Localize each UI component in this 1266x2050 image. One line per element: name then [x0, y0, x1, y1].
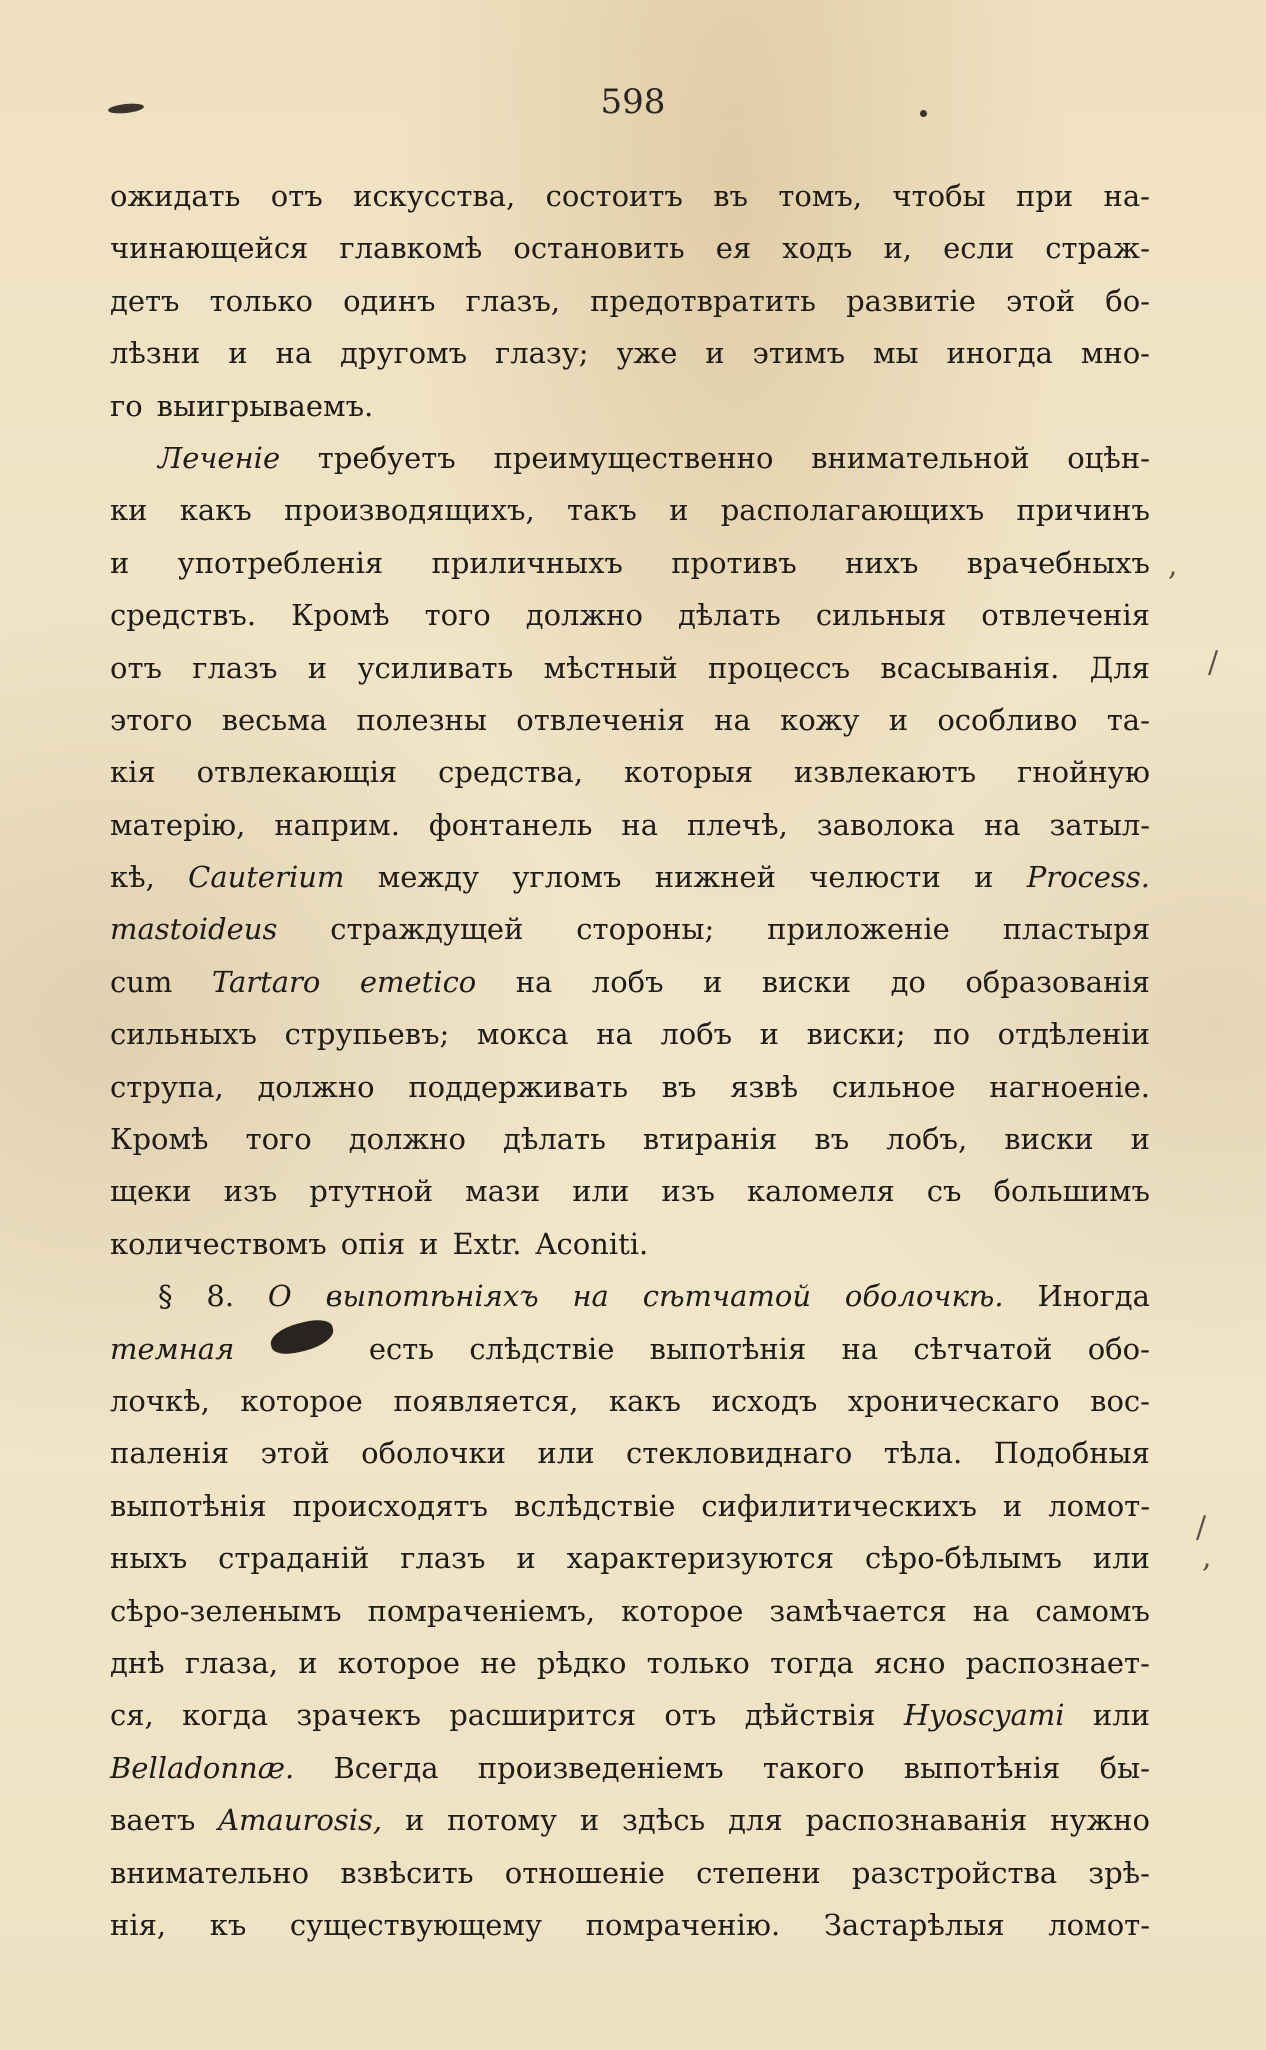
word: между	[377, 860, 480, 895]
word: Extr.	[452, 1226, 522, 1261]
word: отъ	[664, 1698, 717, 1733]
word: приложеніе	[767, 912, 950, 947]
word: кѣ,	[110, 860, 155, 895]
word: рѣдко	[536, 1645, 627, 1680]
word: мокса	[476, 1017, 569, 1052]
word: Для	[1089, 650, 1150, 685]
word: ожидать	[110, 179, 241, 213]
word: внимательно	[110, 1855, 310, 1890]
word: производящихъ,	[283, 493, 535, 528]
text-line	[110, 1847, 1150, 1899]
text-line	[110, 1532, 1150, 1584]
word: или	[572, 1174, 630, 1209]
word: количествомъ	[110, 1226, 327, 1261]
word: лобъ	[591, 964, 664, 999]
word: ваетъ	[110, 1803, 196, 1838]
word: изъ	[661, 1174, 715, 1209]
word: зрачекъ	[296, 1698, 421, 1733]
word: и	[110, 545, 130, 580]
word: и	[1130, 1122, 1150, 1157]
word: въ	[713, 179, 748, 213]
text-line	[110, 380, 1150, 432]
word: оболочкѣ.	[844, 1279, 1004, 1314]
text-line	[110, 1008, 1150, 1060]
word: которое	[240, 1383, 363, 1418]
word: и	[759, 1017, 780, 1052]
word: отъ	[110, 650, 162, 685]
word: и	[419, 1226, 439, 1261]
word: только	[646, 1645, 750, 1680]
word: угломъ	[512, 860, 622, 895]
word: Tartaro	[211, 964, 321, 999]
word: этой	[1006, 283, 1076, 318]
word: стекловиднаго	[626, 1436, 853, 1471]
word: уже	[616, 336, 678, 371]
word: струпа,	[110, 1069, 224, 1104]
word: предотвратить	[590, 283, 816, 318]
word: ея	[715, 231, 752, 266]
text-line	[110, 746, 1150, 798]
word: происходятъ	[292, 1488, 489, 1523]
text-line	[110, 1794, 1150, 1846]
word: того	[424, 598, 491, 633]
word: пластыря	[1002, 912, 1150, 947]
word: глазъ	[400, 1541, 486, 1576]
word: зрѣ-	[1088, 1855, 1150, 1890]
word: Process.	[1026, 860, 1150, 895]
word: полезны	[356, 702, 487, 737]
word: хроническаго	[847, 1383, 1060, 1418]
word: втиранія	[642, 1122, 778, 1157]
word: не	[480, 1645, 517, 1680]
word: Леченіе	[158, 440, 281, 475]
word: усиливать	[357, 650, 514, 685]
word: образованія	[965, 964, 1150, 999]
word: одинъ	[343, 283, 436, 318]
word: страж-	[1045, 231, 1150, 266]
word: выпотѣнія	[649, 1331, 807, 1366]
word: главкомѣ	[339, 231, 483, 266]
word: Иногда	[1037, 1279, 1150, 1314]
word: ныхъ	[110, 1541, 188, 1576]
word: здѣсь	[622, 1803, 706, 1838]
word: сѣро-зеленымъ	[110, 1593, 342, 1628]
word: и	[228, 336, 248, 371]
word: извлекаютъ	[793, 755, 977, 790]
word: заволока	[816, 807, 955, 842]
margin-mark: ,	[1202, 1540, 1212, 1575]
word: самомъ	[1035, 1593, 1150, 1628]
word: нагноеніе.	[989, 1069, 1150, 1104]
word: отвлекающія	[196, 755, 398, 790]
word: какъ	[179, 493, 252, 528]
text-line	[110, 1270, 1150, 1322]
word: наприм.	[274, 807, 400, 842]
word: располагающихъ	[720, 493, 985, 528]
word: плечѣ,	[687, 807, 788, 842]
word: язвѣ	[730, 1069, 799, 1104]
word: иногда	[946, 336, 1053, 371]
word: опія	[340, 1226, 406, 1261]
word: на	[983, 807, 1021, 842]
word: 8.	[206, 1279, 235, 1314]
word: слѣдствіе	[469, 1331, 615, 1366]
word: бо-	[1105, 283, 1150, 318]
text-line	[110, 1323, 1150, 1375]
word: ки	[110, 493, 148, 528]
word: стороны;	[576, 912, 715, 947]
word: детъ	[110, 283, 180, 318]
page-number: 598	[600, 82, 666, 122]
word: гнойную	[1017, 755, 1150, 790]
word: обо-	[1087, 1331, 1150, 1366]
word: поддерживать	[408, 1069, 629, 1104]
word: расширится	[449, 1698, 637, 1733]
word: замѣчается	[769, 1593, 947, 1628]
word: глазъ,	[465, 283, 561, 318]
word: причинъ	[1016, 493, 1150, 528]
word: выпотѣніяхъ	[325, 1279, 539, 1314]
word: противъ	[671, 545, 797, 580]
word: и	[516, 1541, 536, 1576]
word: этимъ	[752, 336, 846, 371]
word: ходъ	[782, 231, 853, 266]
word: съ	[926, 1174, 962, 1209]
word: щеки	[110, 1174, 192, 1209]
word: фонтанель	[428, 807, 593, 842]
word: отвлеченія	[516, 702, 685, 737]
word: выигрываемъ.	[156, 388, 374, 423]
word: которыя	[623, 755, 754, 790]
word: темная	[110, 1331, 235, 1366]
word: томъ,	[778, 179, 863, 213]
word: выпотѣнія	[110, 1488, 267, 1523]
word: произведеніемъ	[477, 1750, 724, 1785]
word: лочкѣ,	[110, 1383, 210, 1418]
word: оцѣн-	[1067, 440, 1150, 475]
word: или	[1092, 1541, 1150, 1576]
word: Кромѣ	[291, 598, 390, 633]
word: должно	[525, 598, 643, 633]
word: требуетъ	[317, 440, 456, 475]
word: сильныхъ	[110, 1017, 257, 1052]
word: затыл-	[1049, 807, 1150, 842]
word: отвлеченія	[981, 598, 1150, 633]
word: каломеля	[747, 1174, 895, 1209]
word: чинающейся	[110, 231, 309, 266]
word: вслѣдствіе	[514, 1488, 676, 1523]
word: состоитъ	[545, 179, 683, 213]
word: этой	[260, 1436, 330, 1471]
word: вос-	[1090, 1383, 1150, 1418]
word: и	[888, 702, 909, 737]
word: днѣ	[110, 1645, 165, 1680]
word: тѣла.	[883, 1436, 963, 1471]
word: виски;	[806, 1017, 906, 1052]
word: mastoideus	[110, 912, 278, 947]
word: распознает-	[965, 1645, 1150, 1680]
word: ломот-	[1048, 1488, 1150, 1523]
text-line	[110, 275, 1150, 327]
word: на	[714, 702, 751, 737]
word: такого	[762, 1750, 865, 1785]
text-line	[110, 799, 1150, 851]
word: и	[705, 336, 725, 371]
word: О	[267, 1279, 292, 1314]
word: Aconiti.	[535, 1226, 649, 1261]
text-line	[110, 589, 1150, 641]
word: Cauterium	[188, 860, 345, 895]
word: и	[1002, 1488, 1023, 1523]
word: появляется,	[393, 1383, 579, 1418]
word: распознаванія	[805, 1803, 1028, 1838]
word: когда	[182, 1698, 269, 1733]
word: сѣтчатой	[913, 1331, 1053, 1366]
word: или	[1092, 1698, 1150, 1733]
word: и	[703, 964, 723, 999]
text-line	[110, 956, 1150, 1008]
word: матерію,	[110, 807, 246, 842]
word: помраченіемъ,	[367, 1593, 596, 1628]
word: на	[972, 1593, 1010, 1628]
word: въ	[814, 1122, 850, 1157]
word: чтобы	[892, 179, 986, 213]
word: мази	[465, 1174, 541, 1209]
margin-mark: /	[1196, 1510, 1207, 1545]
text-line	[110, 903, 1150, 955]
word: нужно	[1050, 1803, 1150, 1838]
word: къ	[209, 1907, 247, 1942]
word: лобъ	[660, 1017, 733, 1052]
word: по	[933, 1017, 971, 1052]
word: должно	[348, 1122, 466, 1157]
word: есть	[368, 1331, 435, 1366]
word: для	[728, 1803, 783, 1838]
word: го	[110, 388, 143, 423]
word: помраченію.	[585, 1907, 781, 1942]
word: или	[537, 1436, 595, 1471]
word: глазу;	[495, 336, 589, 371]
word: которое	[621, 1593, 744, 1628]
word: особливо	[937, 702, 1078, 737]
text-line	[110, 484, 1150, 536]
word: паленія	[110, 1436, 230, 1471]
text-line	[110, 851, 1150, 903]
text-line	[110, 1375, 1150, 1427]
margin-mark: ,	[1168, 548, 1178, 583]
text-line	[110, 1061, 1150, 1113]
word: и	[404, 1803, 425, 1838]
text-line	[110, 432, 1150, 484]
word: которое	[337, 1645, 461, 1680]
word: отношеніе	[504, 1855, 665, 1890]
word: и	[974, 860, 994, 895]
text-line	[110, 1218, 1150, 1270]
word: сѣтчатой	[642, 1279, 812, 1314]
word: выпотѣнія	[903, 1750, 1061, 1785]
word: и,	[883, 231, 912, 266]
word: приличныхъ	[431, 545, 623, 580]
text-line	[110, 1585, 1150, 1637]
word: на	[621, 807, 659, 842]
word: если	[943, 231, 1015, 266]
word: ломот-	[1048, 1907, 1150, 1942]
word: та-	[1106, 702, 1150, 737]
word: весьма	[221, 702, 328, 737]
word: развитіе	[846, 283, 976, 318]
word: дѣлать	[677, 598, 781, 633]
text-line	[110, 1689, 1150, 1741]
word: на	[841, 1331, 879, 1366]
word: большимъ	[993, 1174, 1150, 1209]
word: нижней	[654, 860, 776, 895]
word: на	[596, 1017, 633, 1052]
word: при	[1015, 179, 1074, 213]
text-line	[110, 1899, 1150, 1951]
word: въ	[661, 1069, 697, 1104]
word: отъ	[270, 179, 323, 213]
word: исходъ	[711, 1383, 818, 1418]
text-line	[110, 1165, 1150, 1217]
text-line	[110, 1427, 1150, 1479]
text-line	[110, 1113, 1150, 1165]
word: emetico	[359, 964, 477, 999]
word: преимущественно	[493, 440, 774, 475]
word: и	[579, 1803, 600, 1838]
word: §	[158, 1279, 173, 1314]
word: этого	[110, 702, 193, 737]
word: Застарѣлыя	[823, 1907, 1005, 1942]
word: того	[245, 1122, 312, 1157]
word: всасыванія.	[880, 650, 1060, 685]
word: употребленія	[177, 545, 384, 580]
word: на	[515, 964, 553, 999]
word: Подобныя	[993, 1436, 1150, 1471]
word: мы	[872, 336, 919, 371]
word: только	[209, 283, 313, 318]
word: средства,	[438, 755, 584, 790]
text-line	[110, 537, 1150, 589]
word: ясно	[874, 1645, 946, 1680]
word: и	[307, 650, 328, 685]
word: внимательной	[811, 440, 1030, 475]
word: глазъ	[192, 650, 278, 685]
word: cum	[110, 964, 173, 999]
word: ртутной	[309, 1174, 434, 1209]
word: и	[298, 1645, 318, 1680]
word: Amaurosis,	[218, 1803, 383, 1838]
word: тогда	[770, 1645, 854, 1680]
word: сильное	[831, 1069, 956, 1104]
word: Hyoscyami	[903, 1698, 1065, 1733]
word: степени	[696, 1855, 821, 1890]
word: изъ	[223, 1174, 278, 1209]
word: струпьевъ;	[284, 1017, 450, 1052]
word: разстройства	[851, 1855, 1058, 1890]
body-text	[110, 170, 1150, 1951]
word: должно	[257, 1069, 375, 1104]
word: лѣзни	[110, 336, 201, 371]
word: средствъ.	[110, 598, 257, 633]
word: ся,	[110, 1698, 154, 1733]
word: на	[572, 1279, 609, 1314]
word: другомъ	[339, 336, 468, 371]
word: страждущей	[330, 912, 524, 947]
word: потому	[447, 1803, 558, 1838]
word: виски	[1004, 1122, 1094, 1157]
word: взвѣсить	[340, 1855, 474, 1890]
word: дѣлать	[502, 1122, 606, 1157]
word: виски	[761, 964, 852, 999]
word: врачебныхъ	[966, 545, 1150, 580]
word: Кромѣ	[110, 1122, 209, 1157]
word: Belladonnæ.	[110, 1750, 295, 1785]
word: нихъ	[845, 545, 919, 580]
word: бы-	[1099, 1750, 1150, 1785]
word: мѣстный	[543, 650, 678, 685]
word: страданій	[218, 1541, 370, 1576]
word: остановить	[513, 231, 685, 266]
text-line	[110, 1637, 1150, 1689]
word: и	[669, 493, 689, 528]
word: Всегда	[333, 1750, 439, 1785]
word: процессъ	[707, 650, 851, 685]
word: какъ	[609, 1383, 681, 1418]
margin-mark: /	[1208, 645, 1219, 680]
word: глаза,	[184, 1645, 279, 1680]
word: оболочки	[361, 1436, 507, 1471]
text-line	[110, 1480, 1150, 1532]
word: сѣро-бѣлымъ	[864, 1541, 1062, 1576]
word: лобъ,	[886, 1122, 968, 1157]
word: до	[890, 964, 926, 999]
word: челюсти	[809, 860, 941, 895]
text-line	[110, 1742, 1150, 1794]
word: сифилитическихъ	[701, 1488, 977, 1523]
word: такъ	[566, 493, 637, 528]
text-line	[110, 170, 1150, 222]
word: на	[275, 336, 313, 371]
word: на-	[1103, 179, 1150, 213]
text-line	[110, 327, 1150, 379]
word: нія,	[110, 1907, 167, 1942]
word: мно-	[1080, 336, 1150, 371]
word: отдѣленіи	[997, 1017, 1150, 1052]
text-line	[110, 222, 1150, 274]
word: искусства,	[353, 179, 516, 213]
word: кія	[110, 755, 156, 790]
word: существующему	[289, 1907, 543, 1942]
word: дѣйствія	[744, 1698, 876, 1733]
word: сильныя	[815, 598, 947, 633]
text-line	[110, 694, 1150, 746]
text-line	[110, 642, 1150, 694]
word: характеризуются	[566, 1541, 835, 1576]
word: кожу	[780, 702, 860, 737]
